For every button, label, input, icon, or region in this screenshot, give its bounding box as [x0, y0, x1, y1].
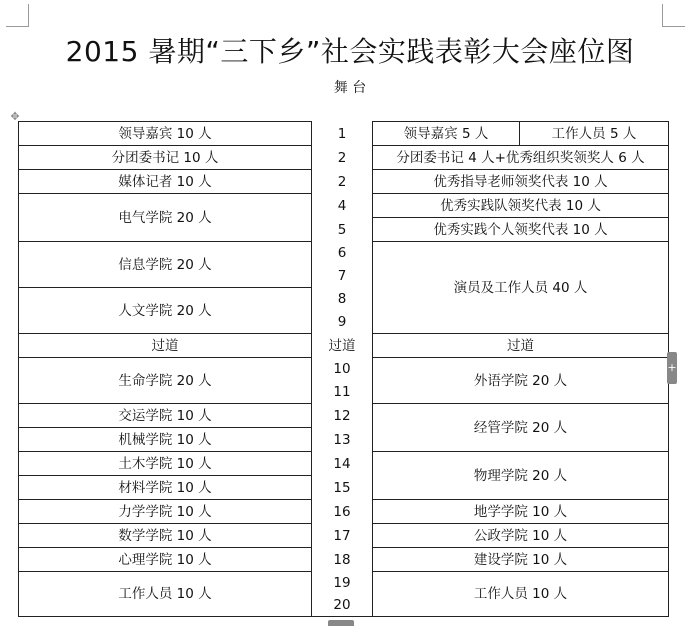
- left-cell: 数学学院 10 人: [19, 524, 312, 548]
- row-number: 17: [312, 524, 373, 548]
- aisle-center: 过道: [312, 334, 373, 358]
- right-cell: 物理学院 20 人: [373, 452, 669, 500]
- row-number: 6: [312, 242, 373, 265]
- row-number: 14: [312, 452, 373, 476]
- right-cell: 地学学院 10 人: [373, 500, 669, 524]
- table-row: [19, 524, 669, 548]
- table-row: [19, 358, 669, 381]
- table-row: [19, 122, 669, 146]
- right-cell: 优秀实践个人领奖代表 10 人: [373, 218, 669, 242]
- table-row: [19, 548, 669, 572]
- right-cell: 工作人员 5 人: [520, 122, 669, 146]
- right-cell: 优秀指导老师领奖代表 10 人: [373, 170, 669, 194]
- table-row: [19, 194, 669, 218]
- left-cell: 力学学院 10 人: [19, 500, 312, 524]
- table-row: [19, 452, 669, 476]
- left-cell: 领导嘉宾 10 人: [19, 122, 312, 146]
- row-number: 4: [312, 194, 373, 218]
- left-cell: 生命学院 20 人: [19, 358, 312, 404]
- row-number: 18: [312, 548, 373, 572]
- table-row: [19, 404, 669, 428]
- seating-table: [18, 121, 669, 617]
- add-row-handle-icon[interactable]: [328, 620, 354, 626]
- right-cell: 领导嘉宾 5 人: [373, 122, 520, 146]
- row-number: 19: [312, 572, 373, 594]
- row-number: 16: [312, 500, 373, 524]
- aisle-right: 过道: [373, 334, 669, 358]
- right-cell: 经管学院 20 人: [373, 404, 669, 452]
- table-row: [19, 242, 669, 265]
- row-number: 13: [312, 428, 373, 452]
- left-cell: 媒体记者 10 人: [19, 170, 312, 194]
- left-cell: 人文学院 20 人: [19, 288, 312, 334]
- aisle-left: 过道: [19, 334, 312, 358]
- add-column-handle-icon[interactable]: +: [667, 352, 677, 384]
- right-cell: 建设学院 10 人: [373, 548, 669, 572]
- row-number: 2: [312, 146, 373, 170]
- left-cell: 工作人员 10 人: [19, 572, 312, 617]
- right-cell: 公政学院 10 人: [373, 524, 669, 548]
- right-cell: 优秀实践队领奖代表 10 人: [373, 194, 669, 218]
- row-number: 20: [312, 594, 373, 617]
- table-move-handle-icon[interactable]: ✥: [10, 110, 20, 123]
- row-number: 1: [312, 122, 373, 146]
- row-number: 12: [312, 404, 373, 428]
- table-row: [19, 572, 669, 594]
- right-cell: 工作人员 10 人: [373, 572, 669, 617]
- row-number: 8: [312, 288, 373, 311]
- row-number: 7: [312, 265, 373, 288]
- table-row: [19, 170, 669, 194]
- left-cell: 心理学院 10 人: [19, 548, 312, 572]
- row-number: 11: [312, 381, 373, 404]
- row-number: 5: [312, 218, 373, 242]
- table-row: [19, 146, 669, 170]
- table-row: [19, 500, 669, 524]
- left-cell: 电气学院 20 人: [19, 194, 312, 242]
- stage-label: 舞 台: [333, 80, 367, 96]
- right-cell: 外语学院 20 人: [373, 358, 669, 404]
- left-cell: 交运学院 10 人: [19, 404, 312, 428]
- right-cell: 分团委书记 4 人+优秀组织奖领奖人 6 人: [373, 146, 669, 170]
- crop-mark-top-left: [6, 4, 29, 27]
- aisle-row: [19, 334, 669, 358]
- row-number: 2: [312, 170, 373, 194]
- left-cell: 机械学院 10 人: [19, 428, 312, 452]
- left-cell: 信息学院 20 人: [19, 242, 312, 288]
- right-cell: 演员及工作人员 40 人: [373, 242, 669, 334]
- left-cell: 材料学院 10 人: [19, 476, 312, 500]
- left-cell: 分团委书记 10 人: [19, 146, 312, 170]
- row-number: 10: [312, 358, 373, 381]
- crop-mark-top-right: [662, 4, 685, 27]
- row-number: 9: [312, 311, 373, 334]
- row-number: 15: [312, 476, 373, 500]
- left-cell: 土木学院 10 人: [19, 452, 312, 476]
- document-title: 2015 暑期“三下乡”社会实践表彰大会座位图: [65, 35, 635, 68]
